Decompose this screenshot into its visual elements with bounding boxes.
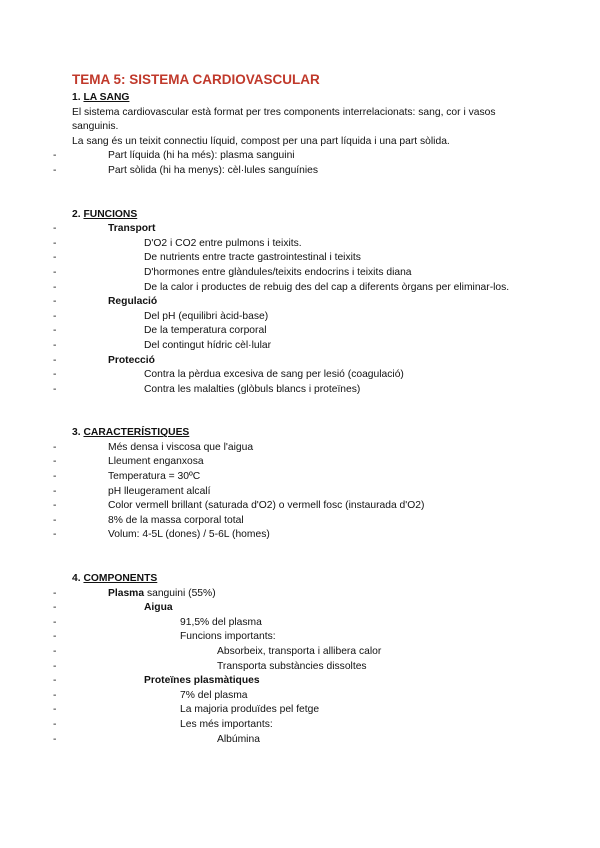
list-item-transport: - Transport [53,223,156,235]
document-page [53,71,532,747]
list-item: - La majoria produïdes pel fetge [53,704,320,716]
list-item: - De nutrients entre tracte gastrointestinal i teixits [53,252,361,264]
list-item: - Del contingut hídric cèl·lular [53,339,272,351]
list-item-plasma: - Plasma sanguini (55%) [53,587,216,599]
list-item: - Albúmina [53,733,260,745]
list-item: - Part sòlida (hi ha menys): cèl·lules sanguínies [53,164,319,176]
document-title: TEMA 5: SISTEMA CARDIOVASCULAR [72,72,320,87]
section-heading-la-sang: 1. LA SANG [72,92,130,103]
list-item: - Color vermell brillant (saturada d'O2) o vermell fosc (instaurada d'O2) [53,500,425,512]
list-item: - Les més importants: [53,718,273,730]
list-item: - D'hormones entre glàndules/teixits endocrins i teixits diana [53,266,412,278]
list-item: - De la temperatura corporal [53,325,267,337]
list-item: - 7% del plasma [53,689,248,701]
list-item: - Més densa i viscosa que l'aigua [53,441,254,453]
list-funcions [53,222,532,397]
section-heading-components: 4. COMPONENTS [72,573,158,585]
list-item: - Del pH (equilibri àcid-base) [53,310,269,322]
list-item: - Funcions importants: [53,631,276,643]
list-item: - pH lleugerament alcalí [53,485,211,497]
list-caracteristiques [53,441,532,543]
list-item: - De la calor i productes de rebuig des del cap a diferents òrgans per eliminar-los. [53,281,510,293]
list-item: - Contra la pèrdua excesiva de sang per lesió (coagulació) [53,369,404,381]
list-item-proteines: - Proteïnes plasmàtiques [53,675,260,687]
list-item: - Part líquida (hi ha més): plasma sanguini [53,150,295,162]
list-item: - Absorbeix, transporta i allibera calor [53,646,382,657]
list-item-aigua: - Aigua [53,602,173,614]
paragraph-intro: El sistema cardiovascular està format per tres components interrelacionats: sang, cor i vasos sanguinis. [72,106,496,133]
list-item: - D'O2 i CO2 entre pulmons i teixits. [53,237,302,249]
list-item: - Volum: 4-5L (dones) / 5-6L (homes) [53,529,270,541]
list-components [53,587,532,748]
list-item: - 91,5% del plasma [53,616,262,628]
list-item: - 8% de la massa corporal total [53,514,244,526]
list-item-proteccio: - Protecció [53,354,155,366]
list-item: - Temperatura = 30ºC [53,471,201,483]
paragraph-blood: La sang és un teixit connectiu líquid, compost per una part líquida i una part sòlida. [72,135,450,147]
list-item: - Transporta substàncies dissoltes [53,660,367,672]
list-item: - Contra les malalties (glòbuls blancs i proteïnes) [53,383,361,395]
list-parts [53,149,532,178]
section-heading-caracteristiques: 3. CARACTERÍSTIQUES [72,427,190,439]
section-heading-funcions: 2. FUNCIONS [72,208,138,220]
list-item: - Lleument enganxosa [53,456,204,468]
list-item-regulacio: - Regulació [53,296,158,308]
